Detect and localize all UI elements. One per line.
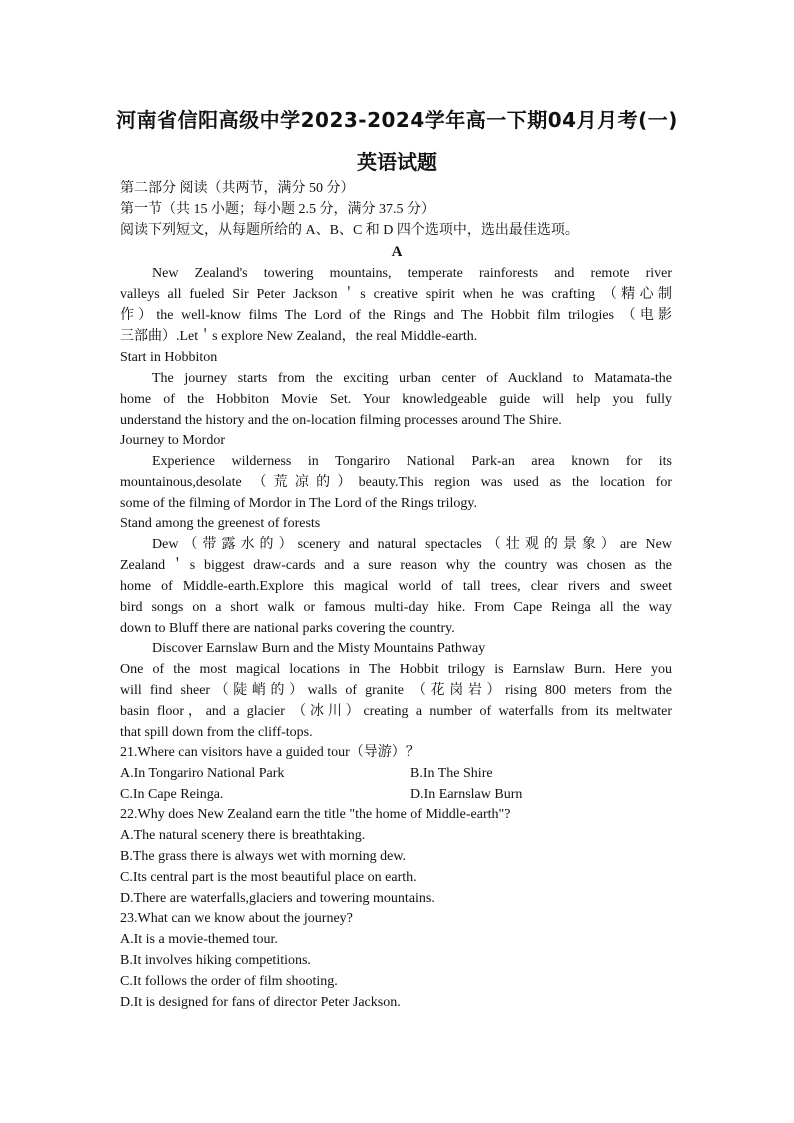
question-option[interactable]: D.In Earnslaw Burn [410,787,523,802]
instruction-section: 第一节（共 15 小题；每小题 2.5 分，满分 37.5 分） [120,202,435,217]
passage-line: will find sheer（陡峭的）walls of granite （花岗岩）rising 800 meters from the [120,683,672,698]
passage-line: basin floor，and a glacier （冰川）creating a number of waterfalls from its meltwater [120,704,672,719]
question-stem: 22.Why does New Zealand earn the title "the home of Middle-earth"? [120,807,511,822]
question-stem: 23.What can we know about the journey? [120,911,353,926]
instruction-directions: 阅读下列短文，从每题所给的 A、B、C 和 D 四个选项中，选出最佳选项。 [120,223,579,238]
question-stem: 21.Where can visitors have a guided tour（导游）？ [120,745,420,760]
question-option[interactable]: A.It is a movie-themed tour. [120,932,278,947]
passage-line: bird songs on a short walk or famous multi-day hike. From Cape Reinga all the way [120,600,672,615]
section-label: A [391,244,403,260]
passage-line: 三部曲）.Let＇s explore New Zealand，the real Middle-earth. [120,329,478,344]
passage-heading: Start in Hobbiton [120,350,218,365]
passage-line: 作）the well-know films The Lord of the Rings and The Hobbit film trilogies （电影 [120,308,672,323]
passage-line: home of the Hobbiton Movie Set. Your knowledgeable guide will help you fully [120,392,672,407]
question-option[interactable]: A.The natural scenery there is breathtaking. [120,828,366,843]
exam-subtitle: 英语试题 [357,150,437,174]
question-option[interactable]: D.There are waterfalls,glaciers and towering mountains. [120,891,435,906]
question-option[interactable]: D.It is designed for fans of director Peter Jackson. [120,995,401,1010]
passage-line: Experience wilderness in Tongariro National Park-an area known for its [152,454,672,469]
passage-line: New Zealand's towering mountains, temperate rainforests and remote river [152,266,672,281]
passage-line: Zealand＇s biggest draw-cards and a sure reason why the country was chosen as the [120,558,672,573]
question-option[interactable]: B.In The Shire [410,766,493,781]
passage-line: valleys all fueled Sir Peter Jackson＇s creative spirit when he was crafting （精心制 [120,287,672,302]
exam-title: 河南省信阳高级中学2023-2024学年高一下期04月月考(一) [116,108,678,132]
passage-line: The journey starts from the exciting urban center of Auckland to Matamata-the [152,371,672,386]
passage-line: some of the filming of Mordor in The Lord of the Rings trilogy. [120,496,477,511]
question-option[interactable]: A.In Tongariro National Park [120,766,285,781]
passage-line: Dew（带露水的）scenery and natural spectacles（壮观的景象）are New [152,537,672,552]
question-option[interactable]: C.In Cape Reinga. [120,787,224,802]
passage-line: down to Bluff there are national parks covering the country. [120,621,455,636]
question-option[interactable]: B.It involves hiking competitions. [120,953,311,968]
instruction-part: 第二部分 阅读（共两节，满分 50 分） [120,181,355,196]
passage-heading: Stand among the greenest of forests [120,516,321,531]
question-option[interactable]: B.The grass there is always wet with morning dew. [120,849,407,864]
passage-line: One of the most magical locations in The Hobbit trilogy is Earnslaw Burn. Here you [120,662,672,677]
passage-line: understand the history and the on-location filming processes around The Shire. [120,413,562,428]
passage-line: that spill down from the cliff-tops. [120,725,313,740]
passage-heading: Journey to Mordor [120,433,225,448]
passage-heading: Discover Earnslaw Burn and the Misty Mountains Pathway [152,641,486,656]
passage-line: mountainous,desolate （荒凉的）beauty.This region was used as the location for [120,475,672,490]
passage-line: home of Middle-earth.Explore this magical world of tall trees, clear rivers and sweet [120,579,672,594]
question-option[interactable]: C.It follows the order of film shooting. [120,974,338,989]
question-option[interactable]: C.Its central part is the most beautiful place on earth. [120,870,417,885]
